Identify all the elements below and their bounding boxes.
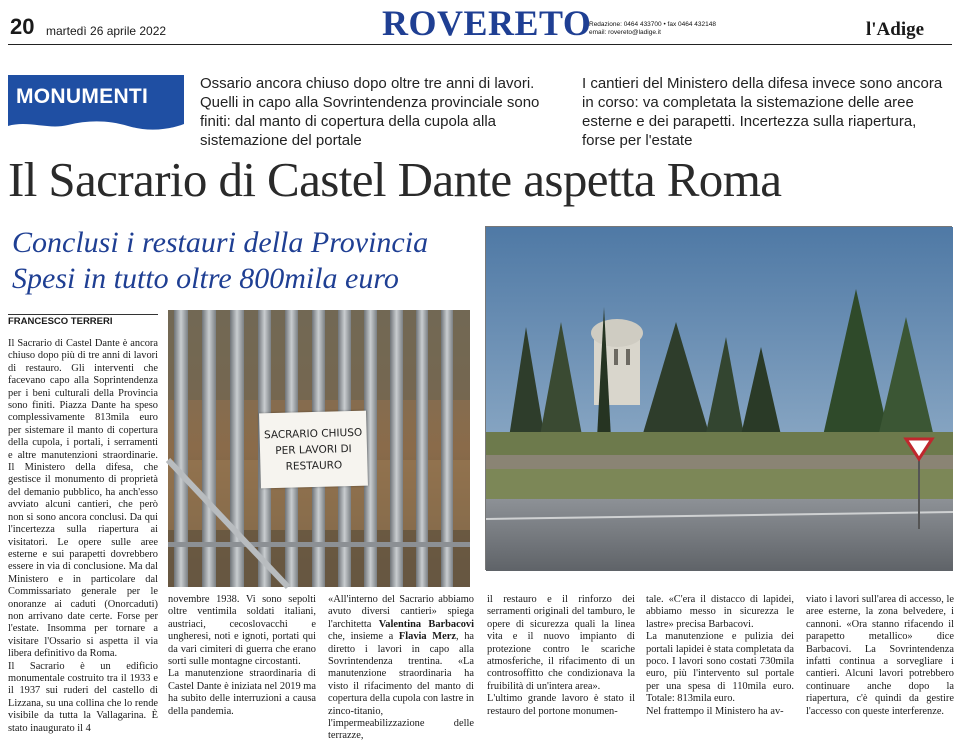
byline-rule bbox=[8, 314, 158, 315]
article-paragraph: L'ultimo grande lavoro è stato il restauro del portone monumen- bbox=[487, 693, 635, 717]
closed-sign bbox=[259, 411, 368, 489]
page-number: 20 bbox=[10, 14, 35, 39]
byline: FRANCESCO TERRERI bbox=[8, 316, 113, 327]
quote-continuation: , ha diretto i lavori in capo alla Sovrintendenza trentina. «La manutenzione straordinaria ha visto il rifacimento del manto di copertura della cupola con lastre in zinco-titanio, l'impermeabilizzazione delle terrazze, bbox=[328, 631, 474, 742]
article-paragraph: viato i lavori sull'area di accesso, le aree esterne, la zona belvedere, i cannoni. «Ora stanno rifacendo il parapetto metallico» dice Barbacovi. La Sovrintendenza infatti continua a sorvegliare i cantieri. Alcuni lavori potrebbero continuare anche dopo la riapertura, c'è quindi da gestire l'accesso con queste interferenze. bbox=[806, 594, 954, 717]
editorial-contact bbox=[589, 21, 716, 37]
summary-right: I cantieri del Ministero della difesa invece sono ancora in corso: va completata la sistemazione delle aree esterne e dei parapetti. Incertezza sulla riapertura, forse per l'estate bbox=[582, 75, 943, 149]
article-paragraph: novembre 1938. Vi sono sepolti oltre ventimila soldati italiani, austriaci, cecoslovacchi e ungheresi, noti e ignoti, portati qui da vari cimiteri di guerra che erano sorti sulle montagne circostanti. bbox=[168, 594, 316, 668]
quote-connector: che, insieme a bbox=[328, 631, 399, 643]
subheadline-line-1: Conclusi i restauri della Provincia bbox=[12, 226, 429, 259]
article-column-4 bbox=[487, 594, 635, 717]
person-name: Flavia Merz bbox=[398, 631, 456, 643]
sign-text-line-1: SACRARIO CHIUSO bbox=[263, 426, 363, 442]
article-paragraph: La manutenzione straordinaria di Castel Dante è iniziata nel 2019 ma ha subito delle interruzioni a causa della pandemia. bbox=[168, 668, 316, 717]
article-column-5 bbox=[646, 594, 794, 717]
summary-left: Ossario ancora chiuso dopo oltre tre anni di lavori. Quelli in capo alla Sovrintendenza provinciale sono finiti: dal manto di copertura della cupola alla sistemazione del portale bbox=[200, 75, 540, 149]
section-title: ROVERETO bbox=[382, 3, 592, 43]
article-paragraph: il restauro e il rinforzo dei serramenti originali del tamburo, le opere di sicurezza quali la linea vita e il nuovo impianto di protezione contro le scariche atmosferiche, il rifacimento di un controsoffitto che condizionava la fruibilità di un'intera area». bbox=[487, 594, 635, 692]
kicker-wave-decoration bbox=[8, 116, 184, 134]
newspaper-logo: l'Adige bbox=[866, 19, 925, 40]
article-paragraph: Il Sacrario è un edificio monumentale costruito tra il 1933 e il 1937 sui ruderi del castello di Lizzana, su una collina che lo rende visibile da tutta la Vallagarina. È stato inaugurato il 4 bbox=[8, 660, 158, 734]
article-paragraph: Nel frattempo il Ministero ha av- bbox=[646, 705, 784, 717]
article-column-1 bbox=[8, 338, 158, 734]
kicker-label: MONUMENTI bbox=[16, 85, 149, 108]
subheadline bbox=[12, 225, 472, 297]
article-paragraph: La manutenzione e pulizia dei portali lapidei è stata completata da poco. I lavori sono costati 730mila euro, più l'intervento sul portale per una spesa di 110mila euro. Totale: 813mila euro. bbox=[646, 631, 794, 705]
article-paragraph: Il Sacrario di Castel Dante è ancora chiuso dopo più di tre anni di lavori di restauro. Gli interventi che facevano capo alla Soprintendenza per i beni culturali della Provincia sono finiti. Piazza Dante ha speso complessivamente 813mila euro per sistemare il manto di copertura della cupola, i portali, i serramenti e altre manutenzioni straordinarie. Il Ministero della difesa, che gestisce il monumento di proprietà del demanio pubblico, ha anch'esso avviato alcuni cantieri, che però non si sono ancora conclusi. Da qui l'incertezza sulla riapertura ai visitatori. Le opere sulle aree esterne e sui parapetti dovrebbero essere in via di conclusione. Ma dal Ministero e in particolare dal Commissariato generale per le onoranze ai caduti (Onorcaduti) non arrivano date certe. Forse per l'estate. Insomma per tornare a visitare l'Ossario si aspetta il via libera definitivo da Roma. bbox=[8, 338, 158, 660]
photo-sacrario-hill bbox=[485, 226, 952, 570]
article-column-2 bbox=[168, 594, 316, 717]
header-rule bbox=[8, 44, 952, 45]
contact-email: email: rovereto@ladige.it bbox=[589, 29, 661, 36]
photo-closed-gate bbox=[168, 310, 470, 587]
issue-date: martedì 26 aprile 2022 bbox=[46, 24, 167, 38]
sign-text-line-2: PER LAVORI DI bbox=[275, 443, 352, 457]
article-paragraph bbox=[328, 594, 474, 743]
quote-intro: «All'interno del Sacrario abbiamo avuto diversi cantieri» spiega l'architetta bbox=[328, 594, 474, 630]
article-paragraph: tale. «C'era il distacco di lapidei, abbiamo messo in sicurezza le lastre» precisa Barbacovi. bbox=[646, 594, 794, 630]
article-column-6 bbox=[806, 594, 954, 717]
person-name: Valentina Barbacovi bbox=[378, 618, 474, 630]
sign-text-line-3: RESTAURO bbox=[285, 459, 343, 473]
sacrario-photo-illustration bbox=[486, 227, 953, 571]
subheadline-line-2: Spesi in tutto oltre 800mila euro bbox=[12, 262, 399, 295]
contact-phone: Redazione: 0464 433700 • fax 0464 432148 bbox=[589, 21, 716, 28]
headline: Il Sacrario di Castel Dante aspetta Roma bbox=[8, 152, 782, 207]
article-column-3 bbox=[328, 594, 474, 742]
